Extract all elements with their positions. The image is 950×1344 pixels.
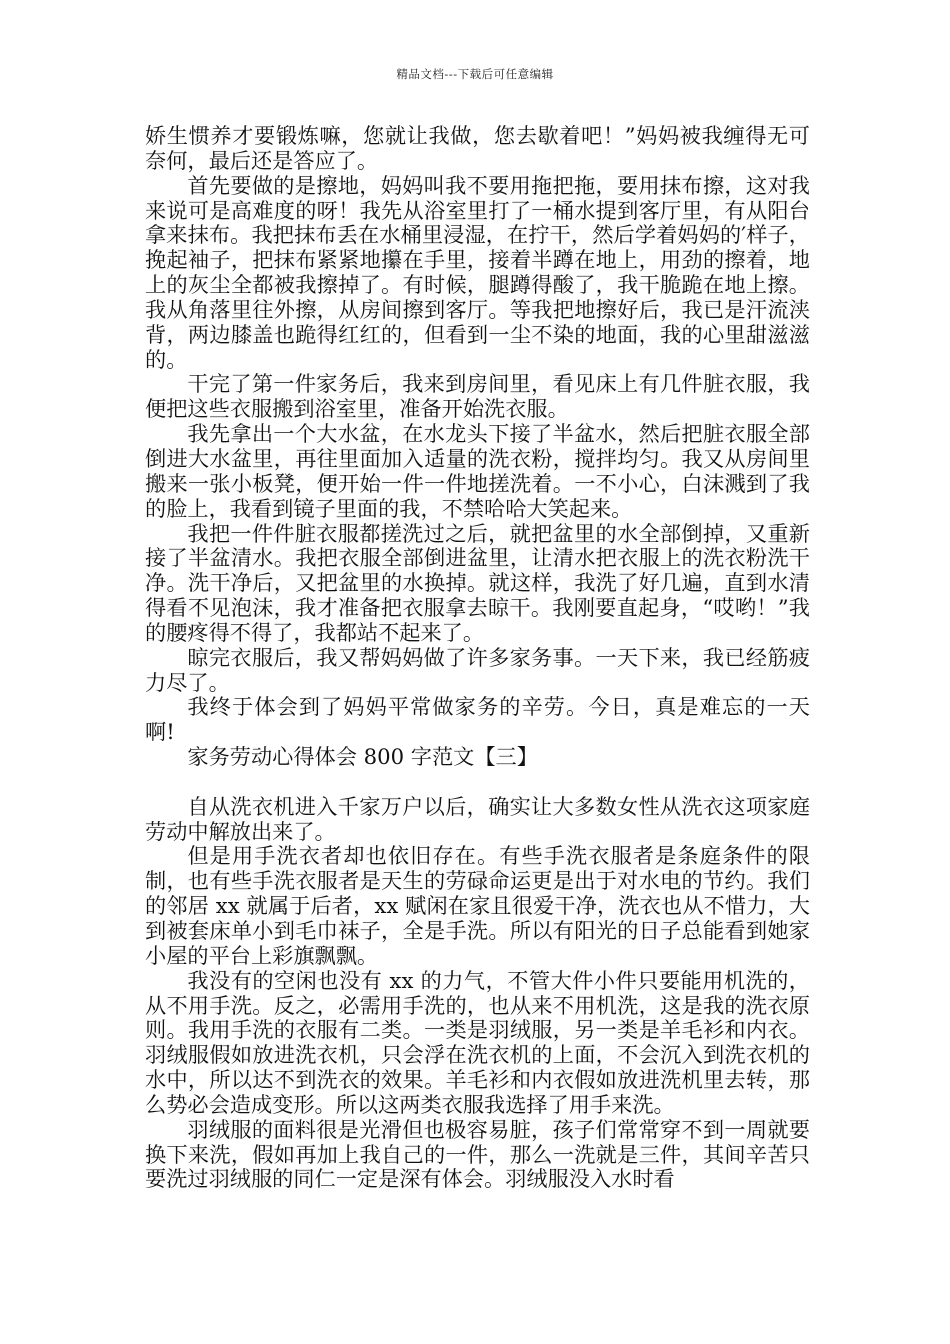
paragraph-washing-machine: 自从洗衣机进入千家万户以后，确实让大多数女性从洗衣这项家庭劳动中解放出来了。	[145, 793, 810, 844]
paragraph-down-jacket: 羽绒服的面料很是光滑但也极容易脏，孩子们常常穿不到一周就要换下来洗，假如再加上我自己的一件，那么一洗就是三件，其间辛苦只要洗过羽绒服的同仁一定是深有体会。羽绒服没入水时看	[145, 1116, 810, 1192]
paragraph-washing: 我先拿出一个大水盆，在水龙头下接了半盆水，然后把脏衣服全部倒进大水盆里，再往里面加入适量的洗衣粉，搅拌均匀。我又从房间里搬来一张小板凳，便开始一件一件地搓洗着。一不小心，白沫溅到了我的脸上，我看到镜子里面的我，不禁哈哈大笑起来。	[145, 421, 810, 521]
paragraph-continued: 娇生惯养才要锻炼嘛，您就让我做，您去歇着吧！”妈妈被我缠得无可奈何，最后还是答应了。	[145, 123, 810, 173]
paragraph-mopping: 首先要做的是擦地，妈妈叫我不要用拖把拖，要用抹布擦，这对我来说可是高难度的呀！我先从浴室里打了一桶水提到客厅里，有从阳台拿来抹布。我把抹布丢在水桶里浸湿，在拧干，然后学着妈妈的′样子，挽起袖子，把抹布紧紧地攥在手里，接着半蹲在地上，用劲的擦着，地上的灰尘全都被我擦掉了。有时候，腿蹲得酸了，我干脆跪在地上擦。我从角落里往外擦，从房间擦到客厅。等我把地擦好后，我已是汗流浃背，两边膝盖也跪得红红的，但看到一尘不染的地面，我的心里甜滋滋的。	[145, 172, 810, 372]
section-heading: 家务劳动心得体会 800 字范文【三】	[187, 744, 538, 770]
blank-line	[145, 770, 810, 795]
paragraph-principles: 我没有的空闲也没有 xx 的力气，不管大件小件只要能用机洗的，从不用手洗。反之，必需用手洗的，也从来不用机洗，这是我的洗衣原则。我用手洗的衣服有二类。一类是羽绒服，另一类是羊毛衫和内衣。羽绒服假如放进洗衣机，只会浮在洗衣机的上面，不会沉入到洗衣机的水中，所以达不到洗衣的效果。羊毛衫和内衣假如放进洗机里去转，那么势必会造成变形。所以这两类衣服我选择了用手来洗。	[145, 967, 810, 1117]
page-header: 精品文档---下载后可任意编辑	[396, 67, 554, 81]
paragraph-dirty-clothes: 干完了第一件家务后，我来到房间里，看见床上有几件脏衣服，我便把这些衣服搬到浴室里，准备开始洗衣服。	[145, 371, 810, 422]
paragraph-rinsing: 我把一件件脏衣服都搓洗过之后，就把盆里的水全部倒掉，又重新接了半盆清水。我把衣服全部倒进盆里，让清水把衣服上的洗衣粉洗干净。洗干净后，又把盆里的水换掉。就这样，我洗了好几遍，直到水清得看不见泡沫，我才准备把衣服拿去晾干。我刚要直起身，“哎哟！”我的腰疼得不得了，我都站不起来了。	[145, 520, 810, 645]
paragraph-chores: 晾完衣服后，我又帮妈妈做了许多家务事。一天下来，我已经筋疲力尽了。	[145, 644, 810, 695]
document-body	[145, 124, 810, 1192]
paragraph-hand-washing: 但是用手洗衣者却也依旧存在。有些手洗衣服者是条庭条件的限制，也有些手洗衣服者是天生的劳碌命运更是出于对水电的节约。我们的邻居 xx 就属于后者，xx 赋闲在家且很爱干净，洗衣也从不惜力，大到被套床单小到毛巾袜子，全是手洗。所以有阳光的日子总能看到她家小屋的平台上彩旗飘飘。	[145, 843, 810, 968]
paragraph-conclusion: 我终于体会到了妈妈平常做家务的辛劳。今日，真是难忘的一天啊!	[145, 694, 810, 745]
